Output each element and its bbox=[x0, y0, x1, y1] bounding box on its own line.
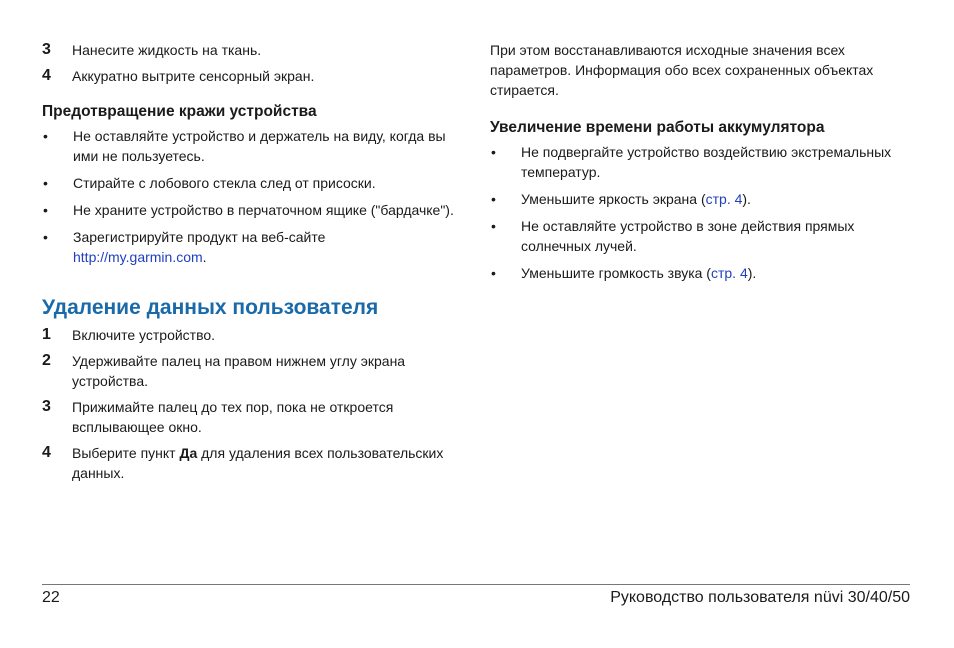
delete-step bbox=[42, 325, 467, 345]
step-number: 4 bbox=[42, 444, 51, 461]
register-text: Зарегистрируйте продукт на веб-сайте bbox=[73, 229, 326, 245]
cleaning-step bbox=[42, 66, 467, 86]
step-text: Прижимайте палец до тех пор, пока не откроется всплывающее окно. bbox=[72, 399, 394, 435]
battery-life-heading: Увеличение времени работы аккумулятора bbox=[490, 119, 825, 136]
bullet-text: Не оставляйте устройство и держатель на виду, когда вы ими не пользуетесь. bbox=[73, 128, 446, 164]
step-number: 2 bbox=[42, 352, 51, 369]
delete-step bbox=[42, 443, 467, 483]
delete-step bbox=[42, 397, 467, 437]
step-text: Нанесите жидкость на ткань. bbox=[72, 42, 262, 58]
bullet-text: Не оставляйте устройство в зоне действия прямых солнечных лучей. bbox=[521, 218, 855, 254]
step-text-suffix: для удаления всех пользовательских данных. bbox=[72, 445, 444, 481]
list-item bbox=[42, 200, 467, 220]
bullet-text: Не храните устройство в перчаточном ящике ("бардачке"). bbox=[73, 202, 454, 218]
list-item bbox=[490, 216, 915, 256]
bullet-suffix: ). bbox=[742, 191, 751, 207]
step-text: Удерживайте палец на правом нижнем углу экрана устройства. bbox=[72, 353, 406, 389]
bullet-prefix: Уменьшите громкость звука ( bbox=[521, 265, 711, 281]
step-number: 4 bbox=[42, 67, 51, 84]
page-number: 22 bbox=[42, 589, 60, 606]
list-item bbox=[42, 126, 467, 166]
reset-description: При этом восстанавливаются исходные значения всех параметров. Информация обо всех сохраненных объектах стирается. bbox=[490, 42, 874, 98]
bullet-marker: • bbox=[43, 202, 48, 218]
yes-option-label: Да bbox=[179, 445, 198, 461]
list-item bbox=[490, 263, 915, 283]
bullet-marker: • bbox=[43, 175, 48, 191]
right-column bbox=[490, 40, 915, 290]
bullet-text bbox=[521, 189, 915, 209]
cleaning-step bbox=[42, 40, 467, 60]
bullet-text: Стирайте с лобового стекла след от присоски. bbox=[73, 175, 376, 191]
bullet-marker: • bbox=[491, 218, 496, 234]
step-text: Включите устройство. bbox=[72, 327, 216, 343]
bullet-text bbox=[73, 227, 467, 267]
bullet-prefix: Уменьшите яркость экрана ( bbox=[521, 191, 706, 207]
step-number: 3 bbox=[42, 41, 51, 58]
bullet-marker: • bbox=[491, 265, 496, 281]
step-text-prefix: Выберите пункт bbox=[72, 445, 180, 461]
list-item bbox=[490, 142, 915, 182]
link-suffix: . bbox=[202, 249, 207, 265]
bullet-marker: • bbox=[491, 144, 496, 160]
left-column bbox=[42, 40, 467, 489]
bullet-text bbox=[521, 263, 915, 283]
manual-title: Руководство пользователя nüvi 30/40/50 bbox=[610, 589, 910, 606]
bullet-text: Не подвергайте устройство воздействию экстремальных температур. bbox=[521, 144, 892, 180]
list-item bbox=[490, 189, 915, 209]
footer-divider bbox=[42, 584, 910, 585]
page-ref-link[interactable]: стр. 4 bbox=[710, 265, 748, 281]
bullet-suffix: ). bbox=[747, 265, 757, 281]
list-item bbox=[42, 173, 467, 193]
delete-user-data-title: Удаление данных пользователя bbox=[42, 296, 379, 319]
page-ref-link[interactable]: стр. 4 bbox=[705, 191, 743, 207]
delete-step bbox=[42, 351, 467, 391]
list-item bbox=[42, 227, 467, 267]
bullet-marker: • bbox=[43, 229, 48, 245]
step-text: Аккуратно вытрите сенсорный экран. bbox=[72, 68, 315, 84]
bullet-marker: • bbox=[491, 191, 496, 207]
step-number: 3 bbox=[42, 398, 51, 415]
step-text bbox=[72, 443, 467, 483]
garmin-website-link[interactable]: http://my.garmin.com bbox=[73, 249, 203, 265]
theft-prevention-heading: Предотвращение кражи устройства bbox=[42, 103, 317, 120]
bullet-marker: • bbox=[43, 128, 48, 144]
step-number: 1 bbox=[42, 326, 51, 343]
